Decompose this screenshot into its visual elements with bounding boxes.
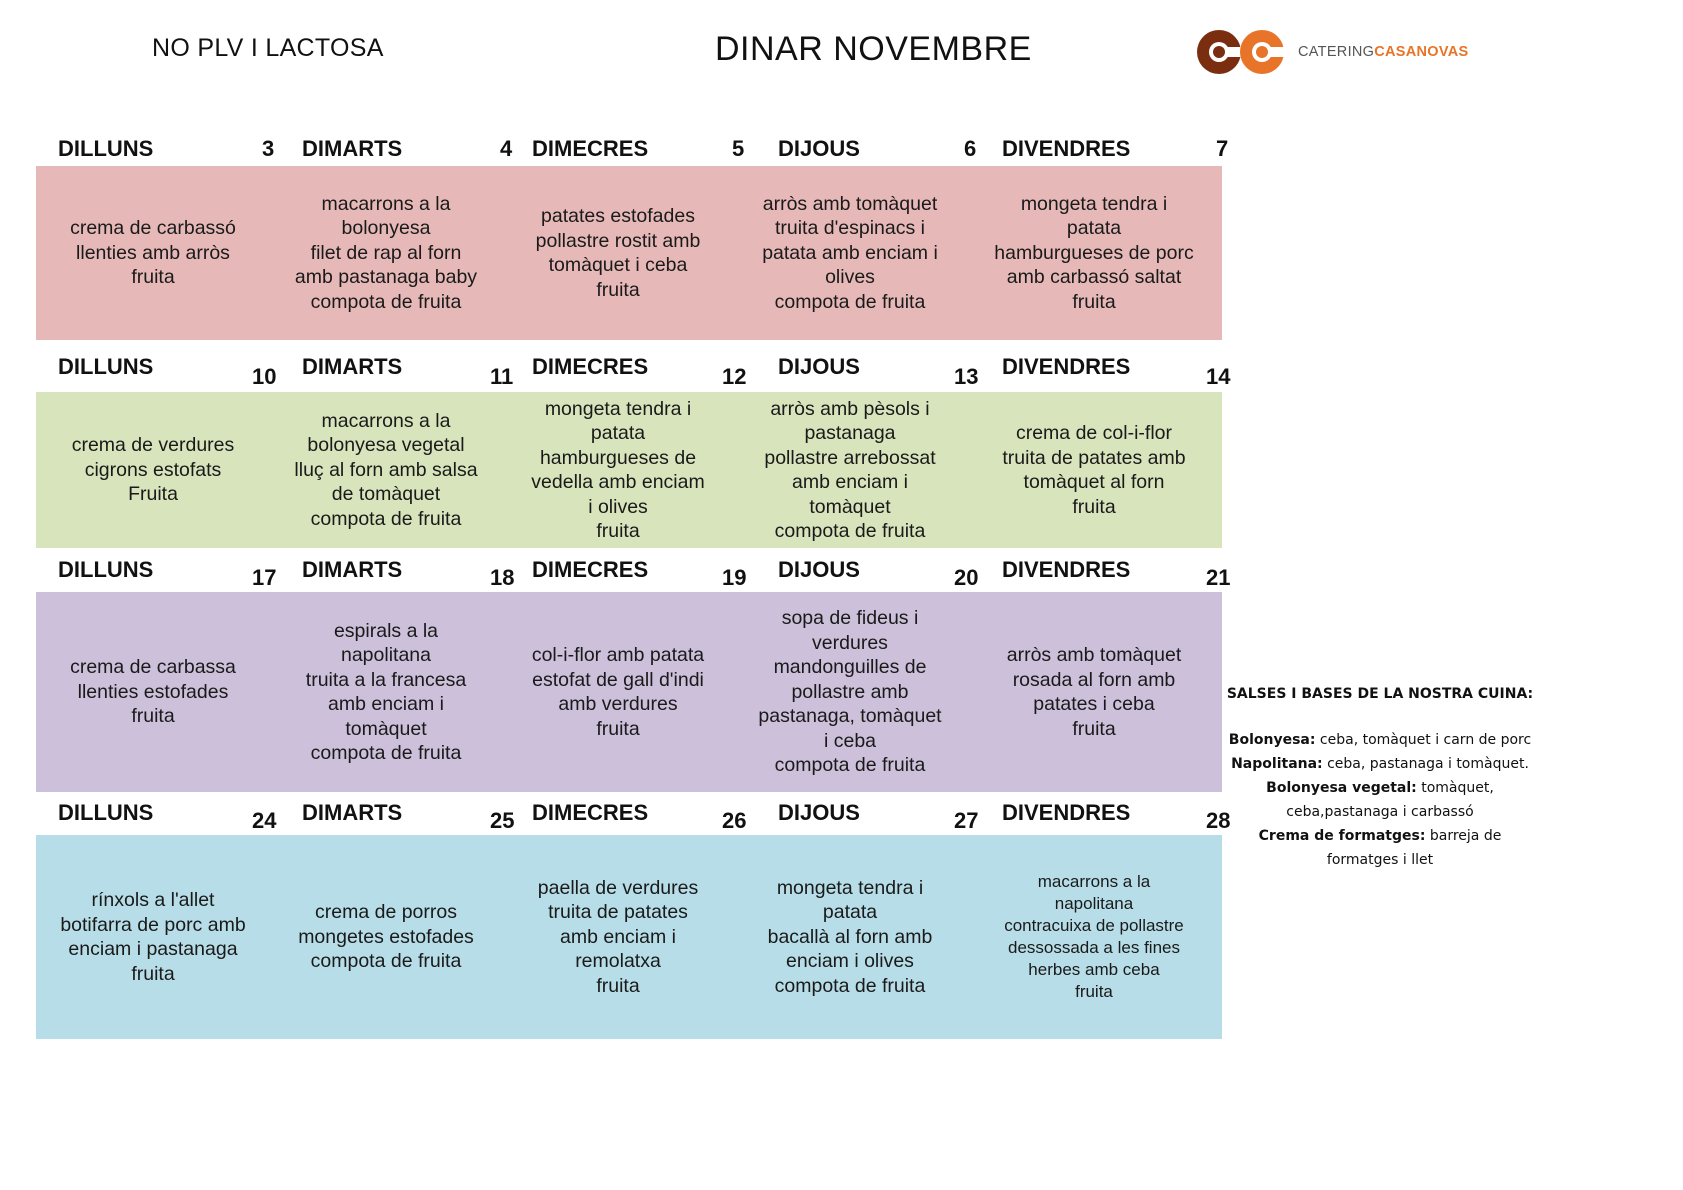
- day-name: DILLUNS: [58, 800, 154, 825]
- menu-cell: [270, 392, 502, 548]
- dish-line: pollastre arrebossat: [764, 446, 936, 469]
- day-name: DIVENDRES: [1002, 136, 1131, 161]
- dish-line: mongeta tendra i: [544, 397, 692, 420]
- logo-text-catering: CATERING: [1298, 44, 1375, 60]
- dish-line: compota de fruita: [310, 950, 462, 973]
- dish-line: napolitana: [1054, 894, 1134, 913]
- dish-line: tomàquet i ceba: [548, 254, 688, 276]
- menu-cell: [734, 166, 966, 340]
- day-number: 6: [964, 136, 977, 161]
- dish-line: hamburgueses de: [539, 446, 697, 469]
- dish-line: arròs amb tomàquet: [1006, 644, 1182, 666]
- dish-line: olives: [825, 266, 875, 289]
- dish-line: amb verdures: [558, 693, 678, 715]
- dish-line: pastanaga, tomàquet: [758, 705, 942, 728]
- day-name: DIVENDRES: [1002, 557, 1131, 582]
- dish-line: fruita: [596, 974, 640, 997]
- menu-cell: [966, 392, 1222, 548]
- week-header: [36, 557, 1231, 593]
- day-name: DIMARTS: [302, 136, 403, 161]
- dish-line: tomàquet al forn: [1023, 471, 1165, 493]
- day-number: 25: [490, 808, 515, 833]
- week-row: [36, 354, 1231, 548]
- menu-title: DINAR NOVEMBRE: [715, 30, 1032, 68]
- day-number: 11: [490, 364, 514, 389]
- dish-line: compota de fruita: [310, 507, 462, 530]
- dish-line: fruita: [131, 266, 175, 289]
- dish-line: truita a la francesa: [305, 668, 467, 691]
- dish-line: pastanaga: [804, 422, 896, 444]
- dish-line: i ceba: [823, 729, 877, 752]
- day-number: 14: [1206, 364, 1231, 389]
- week-row: [36, 134, 1229, 340]
- menu-cell: [502, 166, 734, 340]
- menu-cell: [270, 166, 502, 340]
- salsa-text: barreja de: [1425, 828, 1502, 844]
- menu-cell: [36, 592, 270, 792]
- week-row: [36, 798, 1231, 1039]
- dish-line: estofat de gall d'indi: [532, 668, 704, 691]
- dish-line: truita d'espinacs i: [774, 217, 926, 240]
- dish-line: fruita: [1072, 290, 1116, 313]
- dish-line: crema de porros: [315, 901, 457, 924]
- dish-line: amb enciam i: [328, 693, 444, 715]
- dish-line: cigrons estofats: [84, 458, 222, 481]
- day-name: DIJOUS: [778, 354, 860, 379]
- day-number: 27: [954, 808, 979, 833]
- salsa-label: Crema de formatges:: [1258, 828, 1426, 844]
- dish-line: compota de fruita: [310, 742, 462, 764]
- day-name: DILLUNS: [58, 557, 154, 582]
- dish-line: amb enciam i: [792, 471, 908, 493]
- day-number: 20: [954, 565, 979, 590]
- menu-cell: [734, 592, 966, 792]
- salsa-label: Bolonyesa:: [1228, 732, 1316, 748]
- dish-line: llenties amb arròs: [76, 241, 230, 264]
- menu-cell: [502, 392, 734, 548]
- week-header: [36, 354, 1231, 394]
- dish-line: amb pastanaga baby: [294, 266, 478, 289]
- catering-logo: [1196, 30, 1469, 74]
- day-name: DILLUNS: [58, 136, 154, 161]
- dish-line: paella de verdures: [537, 876, 699, 899]
- week-header: [36, 134, 1229, 166]
- dish-line: rínxols a l'allet: [91, 889, 215, 911]
- salsa-label: Napolitana:: [1231, 756, 1323, 772]
- week-header: [36, 798, 1231, 836]
- dish-line: herbes amb ceba: [1028, 960, 1160, 979]
- dish-line: patata: [1066, 217, 1122, 240]
- day-name: DIMECRES: [532, 354, 649, 379]
- dish-line: lluç al forn amb salsa: [294, 458, 478, 481]
- dish-line: mongeta tendra i: [776, 876, 924, 899]
- salsa-text: formatges i llet: [1326, 852, 1434, 868]
- dish-line: dessossada a les fines: [1007, 938, 1180, 957]
- menu-cell: [502, 592, 734, 792]
- day-name: DIMECRES: [532, 557, 649, 582]
- menu-subtitle: NO PLV I LACTOSA: [152, 34, 384, 62]
- day-number: 19: [722, 565, 747, 590]
- logo-mark-icon: [1196, 29, 1290, 75]
- salses-legend: [1224, 686, 1536, 872]
- day-number: 26: [722, 808, 747, 833]
- day-number: 18: [490, 565, 515, 590]
- salsa-line: [1224, 728, 1536, 752]
- dish-line: mongeta tendra i: [1020, 192, 1168, 215]
- salsa-text: ceba, pastanaga i tomàquet.: [1322, 756, 1529, 772]
- dish-line: truita de patates amb: [1002, 446, 1186, 469]
- dish-line: fruita: [1072, 495, 1116, 518]
- dish-line: napolitana: [340, 644, 431, 666]
- dish-line: tomàquet: [345, 717, 427, 740]
- dish-line: patata: [590, 422, 646, 444]
- dish-line: verdures: [812, 631, 888, 654]
- day-number: 3: [262, 136, 275, 161]
- week-body: [36, 592, 1222, 792]
- week-body: [36, 835, 1222, 1039]
- salses-items: [1224, 728, 1536, 872]
- salsa-line: [1224, 848, 1536, 872]
- salsa-line: [1224, 824, 1536, 848]
- dish-line: Fruita: [128, 483, 178, 506]
- day-name: DIJOUS: [778, 800, 860, 825]
- day-number: 13: [954, 364, 979, 389]
- dish-line: fruita: [596, 520, 640, 542]
- salsa-line: [1224, 752, 1536, 776]
- dish-line: llenties estofades: [77, 680, 229, 703]
- day-name: DIVENDRES: [1002, 354, 1131, 379]
- dish-line: pollastre amb: [791, 680, 909, 703]
- dish-line: enciam i pastanaga: [68, 938, 238, 960]
- day-number: 7: [1216, 136, 1229, 161]
- dish-line: botifarra de porc amb: [60, 913, 246, 936]
- day-name: DIJOUS: [778, 557, 860, 582]
- dish-line: col-i-flor amb patata: [531, 644, 705, 666]
- day-number: 5: [732, 136, 745, 161]
- day-number: 10: [252, 364, 277, 389]
- week-body: [36, 392, 1222, 548]
- dish-line: amb enciam i: [560, 925, 676, 948]
- dish-line: vedella amb enciam: [531, 471, 705, 493]
- menu-cell: [270, 835, 502, 1039]
- week-row: [36, 557, 1231, 792]
- dish-line: fruita: [131, 705, 175, 728]
- dish-line: compota de fruita: [774, 520, 926, 542]
- day-name: DIJOUS: [778, 136, 860, 161]
- day-number: 4: [500, 136, 513, 161]
- menu-cell: [734, 835, 966, 1039]
- salsa-line: [1224, 800, 1536, 824]
- menu-cell: [270, 592, 502, 792]
- dish-line: macarrons a la: [321, 409, 451, 432]
- dish-line: i olives: [588, 495, 648, 518]
- dish-line: macarrons a la: [321, 192, 451, 215]
- salsa-text: tomàquet,: [1416, 780, 1494, 796]
- logo-text-casanovas: CASANOVAS: [1374, 44, 1469, 60]
- dish-line: arròs amb tomàquet: [762, 192, 938, 215]
- day-name: DIMARTS: [302, 800, 403, 825]
- salses-title: SALSES I BASES DE LA NOSTRA CUINA:: [1226, 686, 1534, 702]
- dish-line: mandonguilles de: [773, 656, 927, 679]
- menu-cell: [966, 835, 1222, 1039]
- dish-line: patates i ceba: [1033, 693, 1155, 715]
- dish-line: mongetes estofades: [298, 925, 474, 948]
- dish-line: crema de carbassa: [70, 656, 236, 679]
- dish-line: rosada al forn amb: [1012, 668, 1176, 691]
- day-number: 28: [1206, 808, 1231, 833]
- dish-line: crema de carbassó: [70, 217, 236, 240]
- dish-line: bolonyesa vegetal: [307, 434, 465, 457]
- menu-cell: [36, 392, 270, 548]
- dish-line: compota de fruita: [774, 290, 926, 313]
- menu-cell: [36, 835, 270, 1039]
- dish-line: patata amb enciam i: [762, 241, 938, 264]
- dish-line: fruita: [1075, 982, 1113, 1001]
- dish-line: de tomàquet: [331, 483, 441, 506]
- dish-line: macarrons a la: [1037, 872, 1151, 891]
- salsa-line: [1224, 776, 1536, 800]
- day-name: DIMARTS: [302, 557, 403, 582]
- dish-line: truita de patates: [548, 901, 688, 924]
- dish-line: crema de col-i-flor: [1015, 422, 1173, 444]
- logo-text: [1298, 44, 1469, 60]
- dish-line: fruita: [131, 962, 175, 985]
- menu-cell: [36, 166, 270, 340]
- dish-line: sopa de fideus i: [781, 607, 919, 630]
- day-number: 17: [252, 565, 277, 590]
- menu-cell: [966, 166, 1222, 340]
- day-number: 12: [722, 364, 747, 389]
- dish-line: patates estofades: [541, 205, 695, 227]
- dish-line: bacallà al forn amb: [767, 925, 933, 948]
- dish-line: espirals a la: [333, 619, 439, 642]
- day-number: 21: [1206, 565, 1231, 590]
- day-name: DIMECRES: [532, 136, 649, 161]
- day-name: DILLUNS: [58, 354, 154, 379]
- week-body: [36, 166, 1222, 340]
- dish-line: pollastre rostit amb: [535, 229, 701, 252]
- dish-line: remolatxa: [575, 950, 661, 973]
- dish-line: compota de fruita: [310, 290, 462, 313]
- menu-cell: [502, 835, 734, 1039]
- salsa-label: Bolonyesa vegetal:: [1266, 780, 1417, 796]
- dish-line: amb carbassó saltat: [1006, 266, 1182, 289]
- salsa-text: ceba,pastanaga i carbassó: [1286, 804, 1474, 820]
- dish-line: bolonyesa: [341, 217, 431, 240]
- dish-line: compota de fruita: [774, 754, 926, 777]
- dish-line: tomàquet: [809, 495, 891, 518]
- dish-line: fruita: [596, 717, 640, 740]
- salsa-text: ceba, tomàquet i carn de porc: [1315, 732, 1532, 748]
- dish-line: crema de verdures: [71, 434, 235, 457]
- dish-line: patata: [822, 901, 878, 924]
- day-name: DIMARTS: [302, 354, 403, 379]
- menu-cell: [966, 592, 1222, 792]
- day-name: DIVENDRES: [1002, 800, 1131, 825]
- menu-cell: [734, 392, 966, 548]
- dish-line: arròs amb pèsols i: [770, 397, 930, 420]
- dish-line: enciam i olives: [786, 950, 914, 973]
- dish-line: fruita: [1072, 717, 1116, 740]
- dish-line: contracuixa de pollastre: [1004, 916, 1184, 935]
- day-number: 24: [252, 808, 277, 833]
- dish-line: hamburgueses de porc: [994, 241, 1194, 264]
- dish-line: compota de fruita: [774, 974, 926, 997]
- day-name: DIMECRES: [532, 800, 649, 825]
- dish-line: filet de rap al forn: [310, 241, 462, 264]
- dish-line: fruita: [596, 278, 640, 301]
